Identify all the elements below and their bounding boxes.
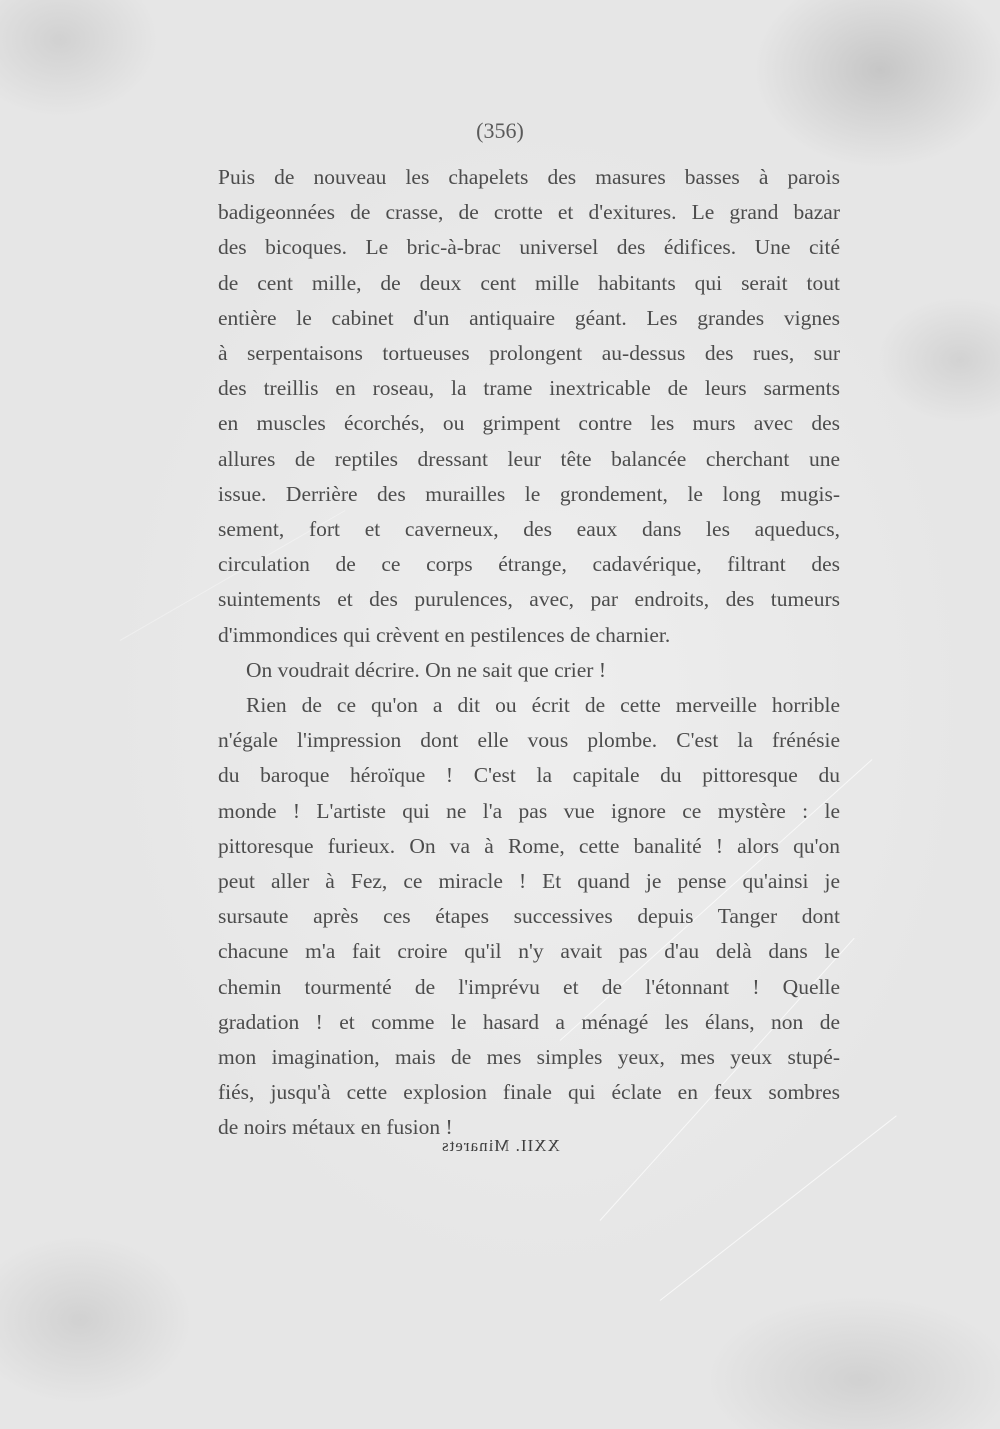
page-number: (356)	[476, 118, 524, 143]
text-line: d'immondices qui crèvent en pestilences de charnier.	[218, 622, 671, 647]
text-line: à serpentaisons tortueuses prolongent au-dessus des rues, sur	[218, 341, 840, 366]
text-line: badigeonnées de crasse, de crotte et d'exitures. Le grand bazar	[218, 200, 840, 225]
text-line: pittoresque furieux. On va à Rome, cette banalité ! alors qu'on	[218, 833, 840, 858]
text-line: Puis de nouveau les chapelets des masures basses à parois	[218, 165, 840, 189]
text-line: entière le cabinet d'un antiquaire géant. Les grandes vignes	[218, 305, 840, 330]
text-line: de noirs métaux en fusion !	[218, 1115, 453, 1140]
text-line: mon imagination, mais de mes simples yeux, mes yeux stupé-	[218, 1045, 840, 1070]
text-line: gradation ! et comme le hasard a ménagé les élans, non de	[218, 1009, 840, 1034]
text-line: de cent mille, de deux cent mille habitants qui serait tout	[218, 270, 840, 295]
text-line: On voudrait décrire. On ne sait que crier !	[246, 657, 606, 682]
text-line: sursaute après ces étapes successives depuis Tanger dont	[218, 904, 840, 929]
text-line: fiés, jusqu'à cette explosion finale qui éclate en feux sombres	[218, 1080, 840, 1105]
text-line: chacune m'a fait croire qu'il n'y avait pas d'au delà dans le	[218, 939, 840, 964]
mirrored-caption-text: XXII. Minarets	[440, 1136, 560, 1155]
body-text	[218, 160, 840, 1146]
text-line: allures de reptiles dressant leur tête balancée cherchant une	[218, 446, 840, 471]
text-line: n'égale l'impression dont elle vous plombe. C'est la frénésie	[218, 728, 840, 753]
text-line: des bicoques. Le bric-à-brac universel des édifices. Une cité	[218, 235, 840, 260]
text-line: suintements et des purulences, avec, par endroits, des tumeurs	[218, 587, 840, 612]
show-through-caption	[0, 1136, 1000, 1156]
text-line: circulation de ce corps étrange, cadavérique, filtrant des	[218, 552, 840, 577]
text-line: sement, fort et caverneux, des eaux dans les aqueducs,	[218, 517, 840, 542]
text-line: chemin tourmenté de l'imprévu et de l'étonnant ! Quelle	[218, 974, 840, 999]
text-line: monde ! L'artiste qui ne l'a pas vue ignore ce mystère : le	[218, 798, 840, 823]
text-line: en muscles écorchés, ou grimpent contre les murs avec des	[218, 411, 840, 436]
text-line: issue. Derrière des murailles le grondement, le long mugis-	[218, 481, 840, 506]
text-line: du baroque héroïque ! C'est la capitale du pittoresque du	[218, 763, 840, 788]
text-line: des treillis en roseau, la trame inextricable de leurs sarments	[218, 376, 840, 401]
text-line: peut aller à Fez, ce miracle ! Et quand je pense qu'ainsi je	[218, 869, 840, 894]
text-line: Rien de ce qu'on a dit ou écrit de cette merveille horrible	[246, 693, 840, 718]
